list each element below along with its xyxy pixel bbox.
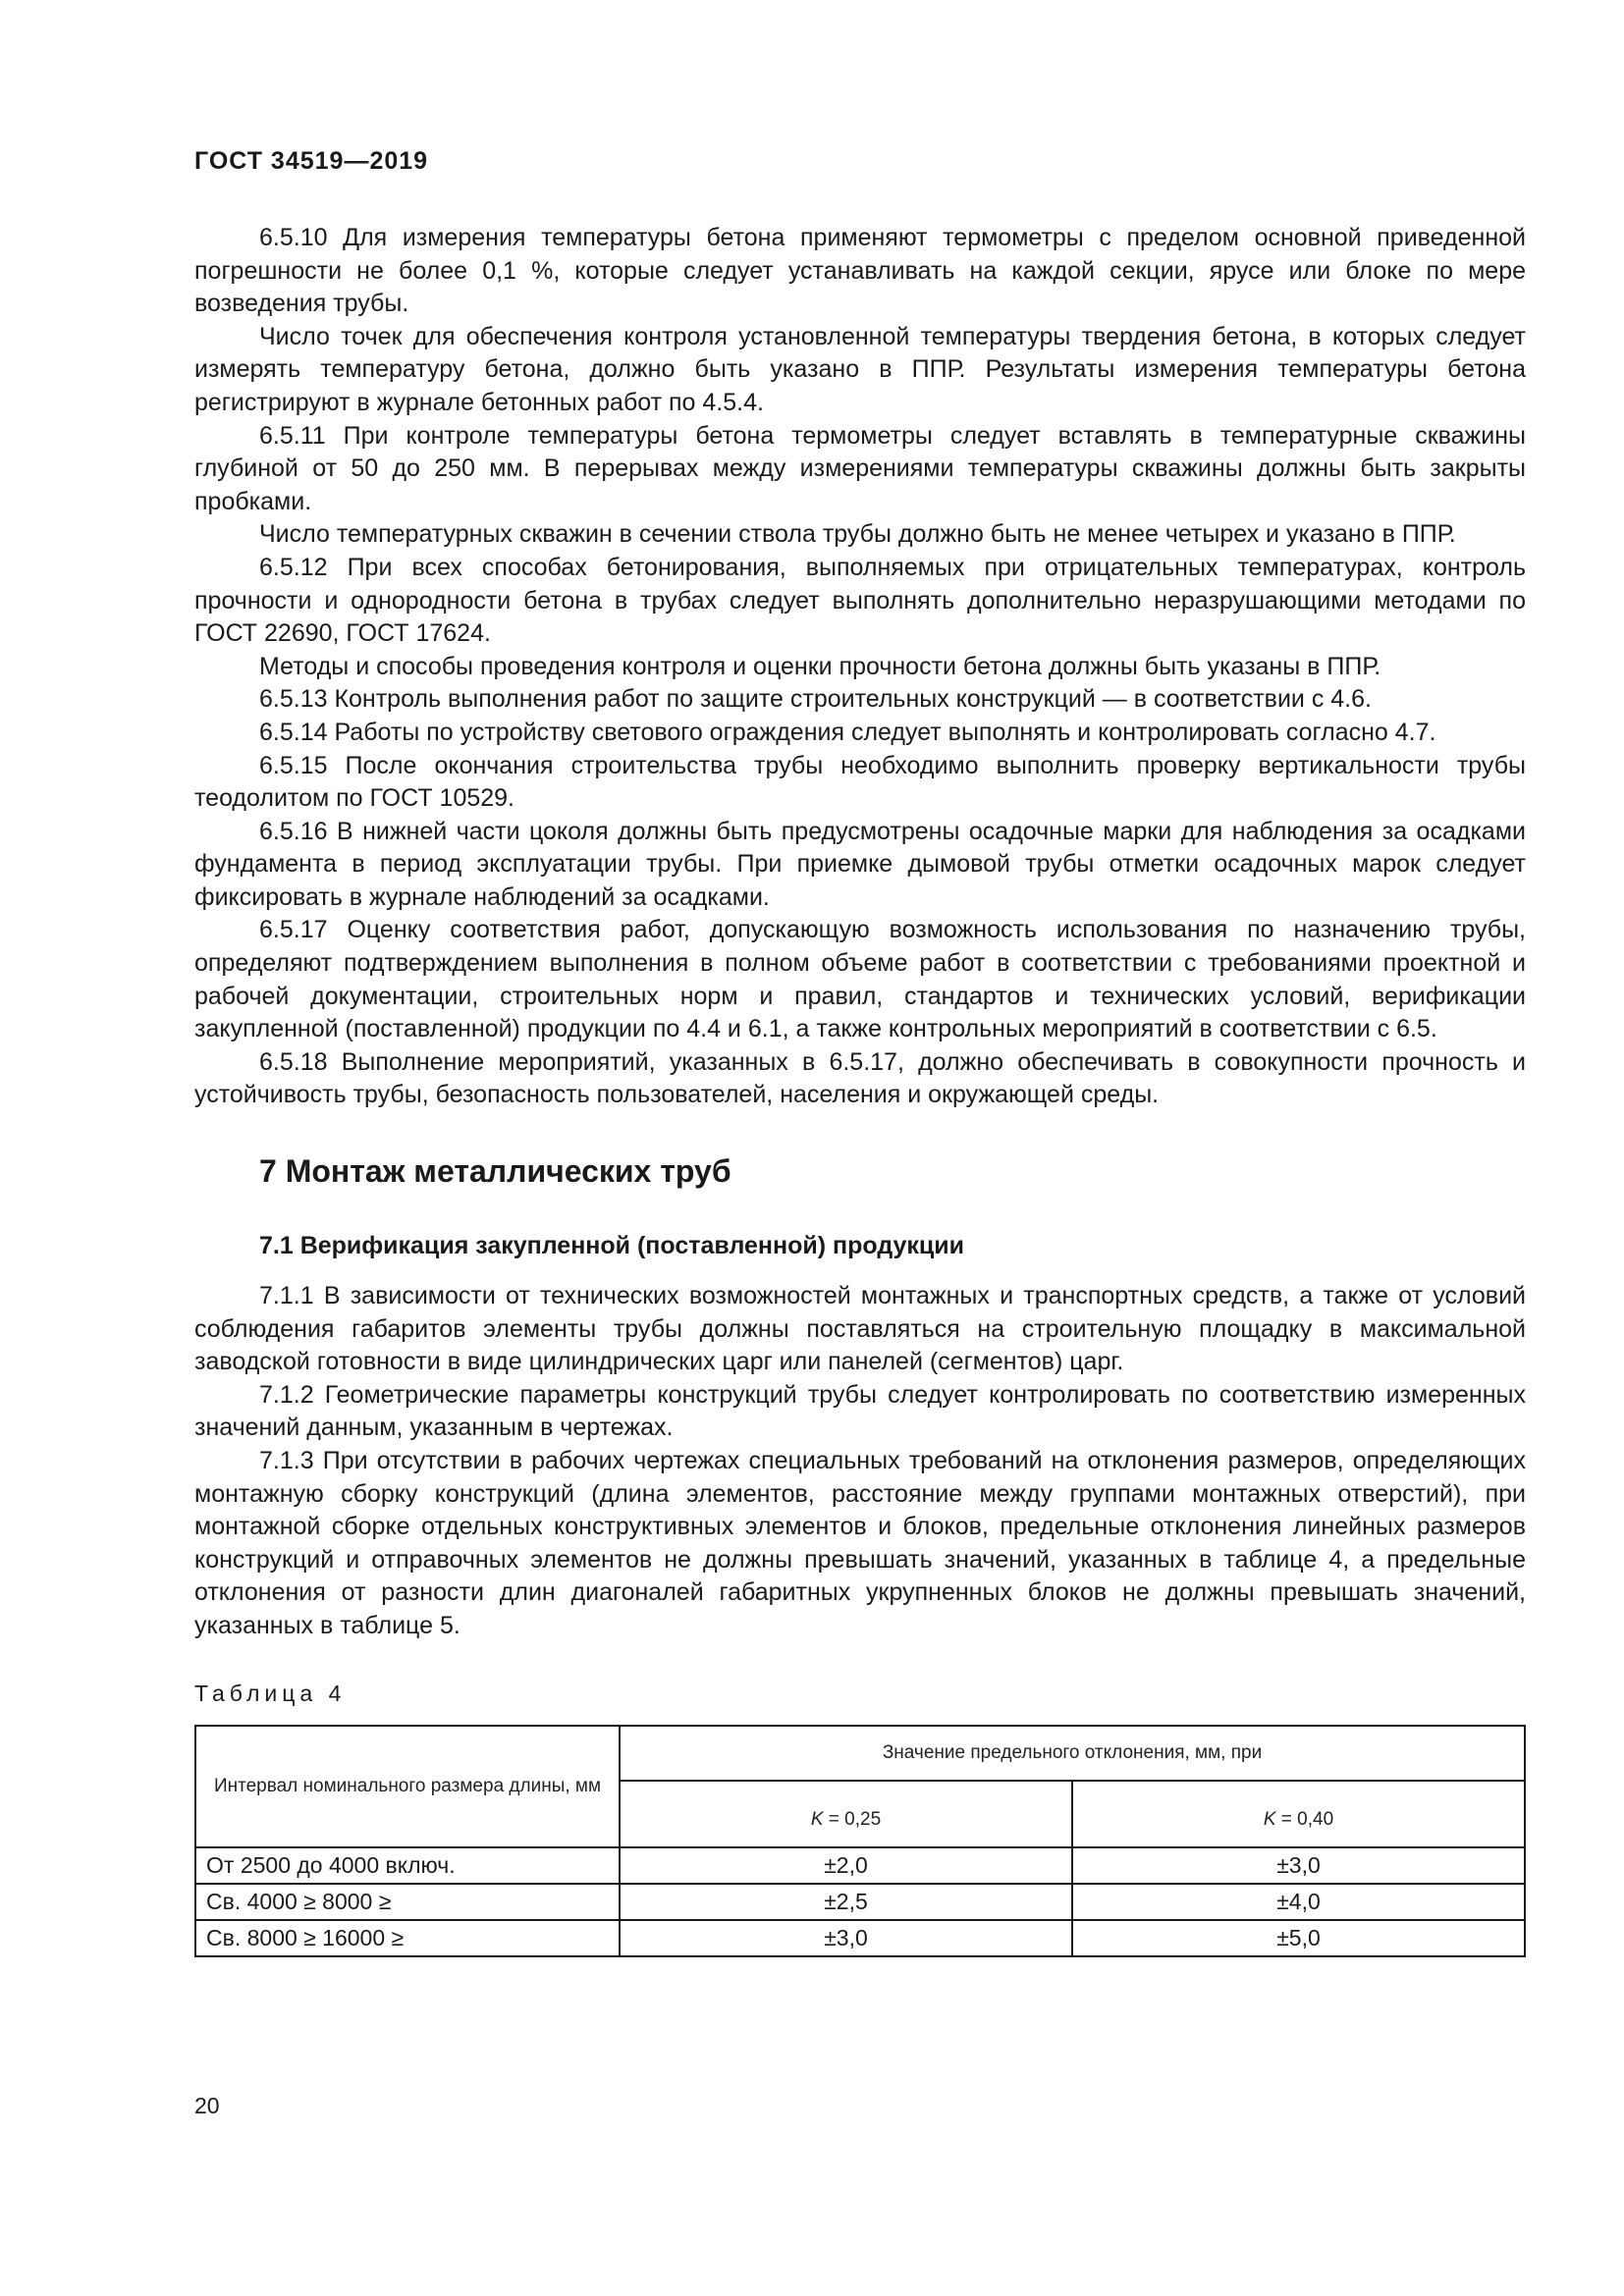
k-symbol: K (810, 1808, 824, 1830)
cell-k040: ±3,0 (1072, 1847, 1525, 1884)
cell-k040: ±5,0 (1072, 1920, 1525, 1956)
k-value: = 0,25 (823, 1808, 882, 1830)
cell-k025: ±3,0 (620, 1920, 1072, 1956)
table-row (195, 1884, 1525, 1920)
cell-k025: ±2,0 (620, 1847, 1072, 1884)
k-symbol: K (1263, 1808, 1276, 1830)
document-code-header: ГОСТ 34519—2019 (194, 147, 429, 175)
paragraph-7-1-1: 7.1.1 В зависимости от технических возможностей монтажных и транспортных средств, а также от условий соблюдения габаритов элементы трубы должны поставляться на строительную площадку в максимальной заводской готовности в виде цилиндрических царг или панелей (сегментов) царг. (194, 1282, 1526, 1376)
paragraph-6-5-11: 6.5.11 При контроле температуры бетона термометры следует вставлять в температурные скважины глубиной от 50 до 250 мм. В перерывах между измерениями температуры скважины должны быть закрыты пробками. (194, 421, 1526, 515)
paragraph-6-5-12: 6.5.12 При всех способах бетонирования, выполняемых при отрицательных температурах, контроль прочности и однородности бетона в трубах следует выполнять дополнительно неразрушающими методами по ГОСТ 22690, ГОСТ 17624. (194, 553, 1526, 648)
page-number: 20 (194, 2093, 220, 2118)
paragraph-strength-methods: Методы и способы проведения контроля и оценки прочности бетона должны быть указаны в ППР. (259, 652, 1381, 680)
table-row (195, 1847, 1525, 1884)
paragraph-wells-count: Число температурных скважин в сечении ствола трубы должно быть не менее четырех и указано в ППР. (259, 520, 1456, 549)
paragraph-temperature-points: Число точек для обеспечения контроля установленной температуры твердения бетона, в которых следует измерять температуру бетона, должно быть указано в ППР. Результаты измерения температуры бетона регистрируют в журнале бетонных работ по 4.5.4. (194, 322, 1526, 416)
page-content (194, 222, 1526, 1957)
header-k-025 (620, 1781, 1072, 1847)
section-title: 7 Монтаж металлических труб (259, 1153, 731, 1190)
tolerance-table (194, 1725, 1526, 1957)
table-caption: Таблица 4 (194, 1680, 347, 1706)
cell-interval: От 2500 до 4000 включ. (195, 1847, 620, 1884)
paragraph-6-5-10: 6.5.10 Для измерения температуры бетона применяют термометры с пределом основной приведенной погрешности не более 0,1 %, которые следует устанавливать на каждой секции, ярусе или блоке по мере возведения трубы. (194, 224, 1526, 318)
paragraph-6-5-15: 6.5.15 После окончания строительства трубы необходимо выполнить проверку вертикальности трубы теодолитом по ГОСТ 10529. (194, 751, 1526, 813)
header-deviation-group: Значение предельного отклонения, мм, при (620, 1726, 1525, 1781)
paragraph-6-5-13: 6.5.13 Контроль выполнения работ по защите строительных конструкций — в соответствии с 4.6. (259, 685, 1372, 714)
table-row (195, 1920, 1525, 1956)
header-interval: Интервал номинального размера длины, мм (195, 1726, 620, 1847)
cell-interval: Св. 4000 ≥ 8000 ≥ (195, 1884, 620, 1920)
cell-k040: ±4,0 (1072, 1884, 1525, 1920)
subsection-title: 7.1 Верификация закупленной (поставленной) продукции (259, 1232, 965, 1260)
paragraph-7-1-3: 7.1.3 При отсутствии в рабочих чертежах специальных требований на отклонения размеров, определяющих монтажную сборку конструкций (длина элементов, расстояние между группами монтажных отверстий), при монтажной сборке отдельных конструктивных элементов и блоков, предельные отклонения линейных размеров конструкций и отправочных элементов не должны превышать значений, указанных в таблице 4, а предельные отклонения от разности длин диагоналей габаритных укрупненных блоков не должны превышать значений, указанных в таблице 5. (194, 1447, 1526, 1639)
paragraph-6-5-18: 6.5.18 Выполнение мероприятий, указанных в 6.5.17, должно обеспечивать в совокупности прочность и устойчивость трубы, безопасность пользователей, населения и окружающей среды. (194, 1047, 1526, 1109)
table-header-row (195, 1726, 1525, 1781)
paragraph-6-5-16: 6.5.16 В нижней части цоколя должны быть предусмотрены осадочные марки для наблюдения за осадками фундамента в период эксплуатации трубы. При приемке дымовой трубы отметки осадочных марок следует фиксировать в журнале наблюдений за осадками. (194, 817, 1526, 911)
cell-interval: Св. 8000 ≥ 16000 ≥ (195, 1920, 620, 1956)
paragraph-6-5-14: 6.5.14 Работы по устройству светового ограждения следует выполнять и контролировать согласно 4.7. (259, 718, 1436, 746)
header-k-040 (1072, 1781, 1525, 1847)
paragraph-7-1-2: 7.1.2 Геометрические параметры конструкций трубы следует контролировать по соответствию измеренных значений данным, указанным в чертежах. (194, 1380, 1526, 1442)
paragraph-6-5-17: 6.5.17 Оценку соответствия работ, допускающую возможность использования по назначению трубы, определяют подтверждением выполнения в полном объеме работ в соответствии с требованиями проектной и рабочей документации, строительных норм и правил, стандартов и технических условий, верификации закупленной (поставленной) продукции по 4.4 и 6.1, а также контрольных мероприятий в соответствии с 6.5. (194, 916, 1526, 1043)
k-value: = 0,40 (1275, 1808, 1334, 1830)
cell-k025: ±2,5 (620, 1884, 1072, 1920)
